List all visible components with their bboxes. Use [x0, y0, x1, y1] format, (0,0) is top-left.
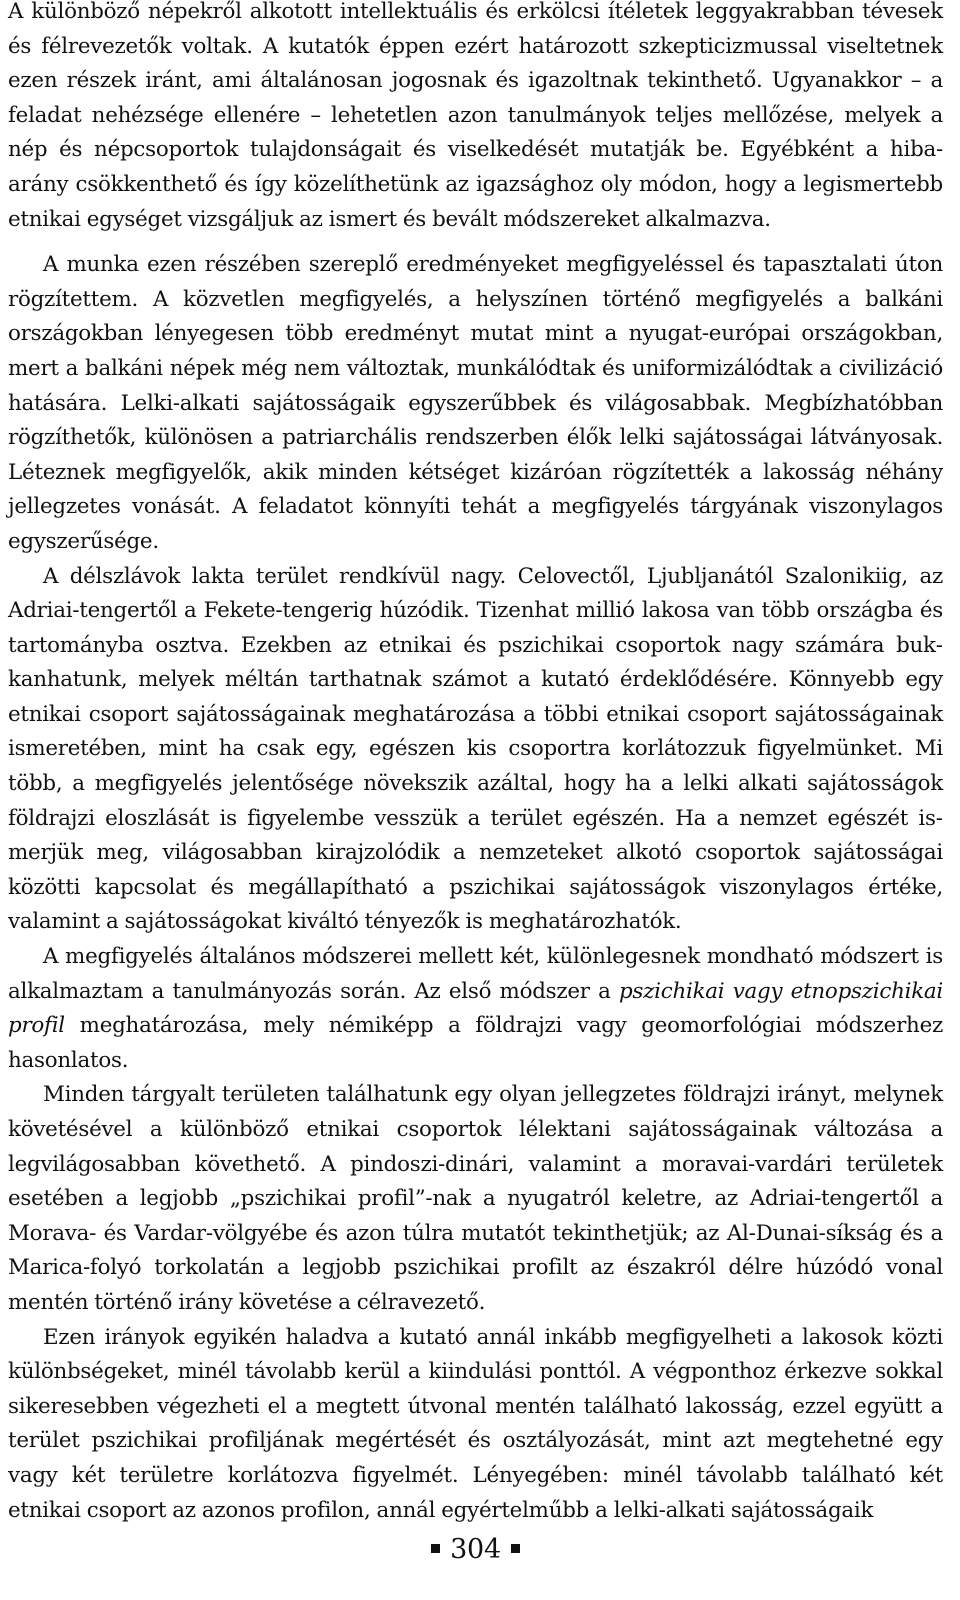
- paragraph-6: Ezen irányok egyikén haladva a kutató annál inkább megfigyelheti a lakosok közti különbségeket, minél távolabb kerül a kiindulási ponttól. A végponthoz érkezve sokkal sikeresebben végezheti el a megtett útvonal mentén található lakosság, ezzel együtt a terület pszichikai profiljának megértését és osztályozását, mint azt megtehetné egy vagy két területre korlátozva figyelmét. Lényegében: minél távolabb található két etnikai csoport az azonos profilon, annál egyértelműbb a lelki-alkati sajátosságaik: [8, 1324, 943, 1523]
- document-page: [8, 0, 943, 1600]
- page-number: 304: [450, 1534, 501, 1565]
- paragraph-4-text-before: A megfigyelés általános módszerei mellett két, különlegesnek mondható módszert is alkalmaztam a tanulmányozás során. Az első módszer a: [8, 944, 943, 1004]
- paragraph-4-text-after: meghatározása, mely némiképp a földrajzi vagy geomorfológiai módszerhez hasonlatos.: [8, 1013, 943, 1073]
- paragraph-2: A munka ezen részében szereplő eredményeket megfigyeléssel és tapasztalati úton rögzítettem. A közvetlen megfigyelés, a helyszínen történő megfigyelés a balkáni országokban lényegesen több eredményt mutat mint a nyugat-európai országokban, mert a balkáni népek még nem változtak, munkálódtak és uniformizálódtak a civilizáció hatására. Lelki-alkati sajátosságaik egyszerűbbek és világosabbak. Megbízhatóbban rögzíthetők, különösen a patriarchális rendszerben élők lelki sajátosságai látványosak. Léteznek megfigyelők, akik minden kétséget kizáróan rögzítették a lakosság néhány jellegzetes vonását. A feladatot könnyíti tehát a megfigyelés tárgyának viszonylagos egyszerűsége.: [8, 252, 943, 554]
- paragraph-4-italic-term: pszichikai vagy etnopszichikai profil: [8, 978, 943, 1039]
- paragraph-1: A különböző népekről alkotott intellektuális és erkölcsi ítéletek leggyakrabban tévesek és félrevezetők voltak. A kutatók éppen ezért határozott szkepticizmussal viseltetnek ezen részek iránt, ami általánosan jogosnak és igazoltnak tekinthető. Ugyanakkor – a feladat nehézsége ellenére – lehetetlen azon tanulmányok teljes mellőzése, melyek a nép és népcsoportok tulajdonságait és viselkedését mutatják be. Egyébként a hiba-arány csökkenthető és így közelíthetünk az igazsághoz oly módon, hogy a legismertebb etnikai egységet vizsgáljuk az ismert és bevált módszereket alkalmazva.: [8, 0, 943, 232]
- paragraph-4: [8, 940, 943, 1078]
- page-footer: [8, 1532, 943, 1568]
- left-square-ornament-icon: [431, 1544, 440, 1553]
- paragraph-3: A délszlávok lakta terület rendkívül nagy. Celovectől, Ljubljanától Szalonikiig, az Adriai-tengertől a Fekete-tengerig húzódik. Tizenhat millió lakosa van több országba és tartományba osztva. Ezekben az etnikai és pszichikai csoportok nagy számára bukkanhatunk, melyek méltán tarthatnak számot a kutató érdeklődésére. Könnyebb egy etnikai csoport sajátosságainak meghatározása a többi etnikai csoport sajátosságainak ismeretében, mint ha csak egy, egészen kis csoportra korlátozzuk figyelmünket. Mi több, a megfigyelés jelentősége növekszik azáltal, hogy ha a lelki alkati sajátosságok földrajzi eloszlását is figyelembe vesszük a terület egészén. Ha a nemzet egészét ismerjük meg, világosabban kirajzolódik a nemzeteket alkotó csoportok sajátosságai közötti kapcsolat és megállapítható a pszichikai sajátosságok viszonylagos értéke, valamint a sajátosságokat kiváltó tényezők is meghatározhatók.: [8, 563, 943, 935]
- body-text: [8, 0, 943, 1528]
- right-square-ornament-icon: [511, 1544, 520, 1553]
- paragraph-5: Minden tárgyalt területen találhatunk egy olyan jellegzetes földrajzi irányt, melynek követésével a különböző etnikai csoportok lélektani sajátosságainak változása a legvilágosabban követhető. A pindoszi-dinári, valamint a moravai-vardári területek esetében a legjobb „pszichikai profil”-nak a nyugatról keletre, az Adriai-tengertől a Morava- és Vardar-völgyébe és azon túlra mutatót tekinthetjük; az Al-Dunai-síkság és a Marica-folyó torkolatán a legjobb pszichikai profilt az északról délre húzódó vonal mentén történő irány követése a célravezető.: [8, 1082, 943, 1315]
